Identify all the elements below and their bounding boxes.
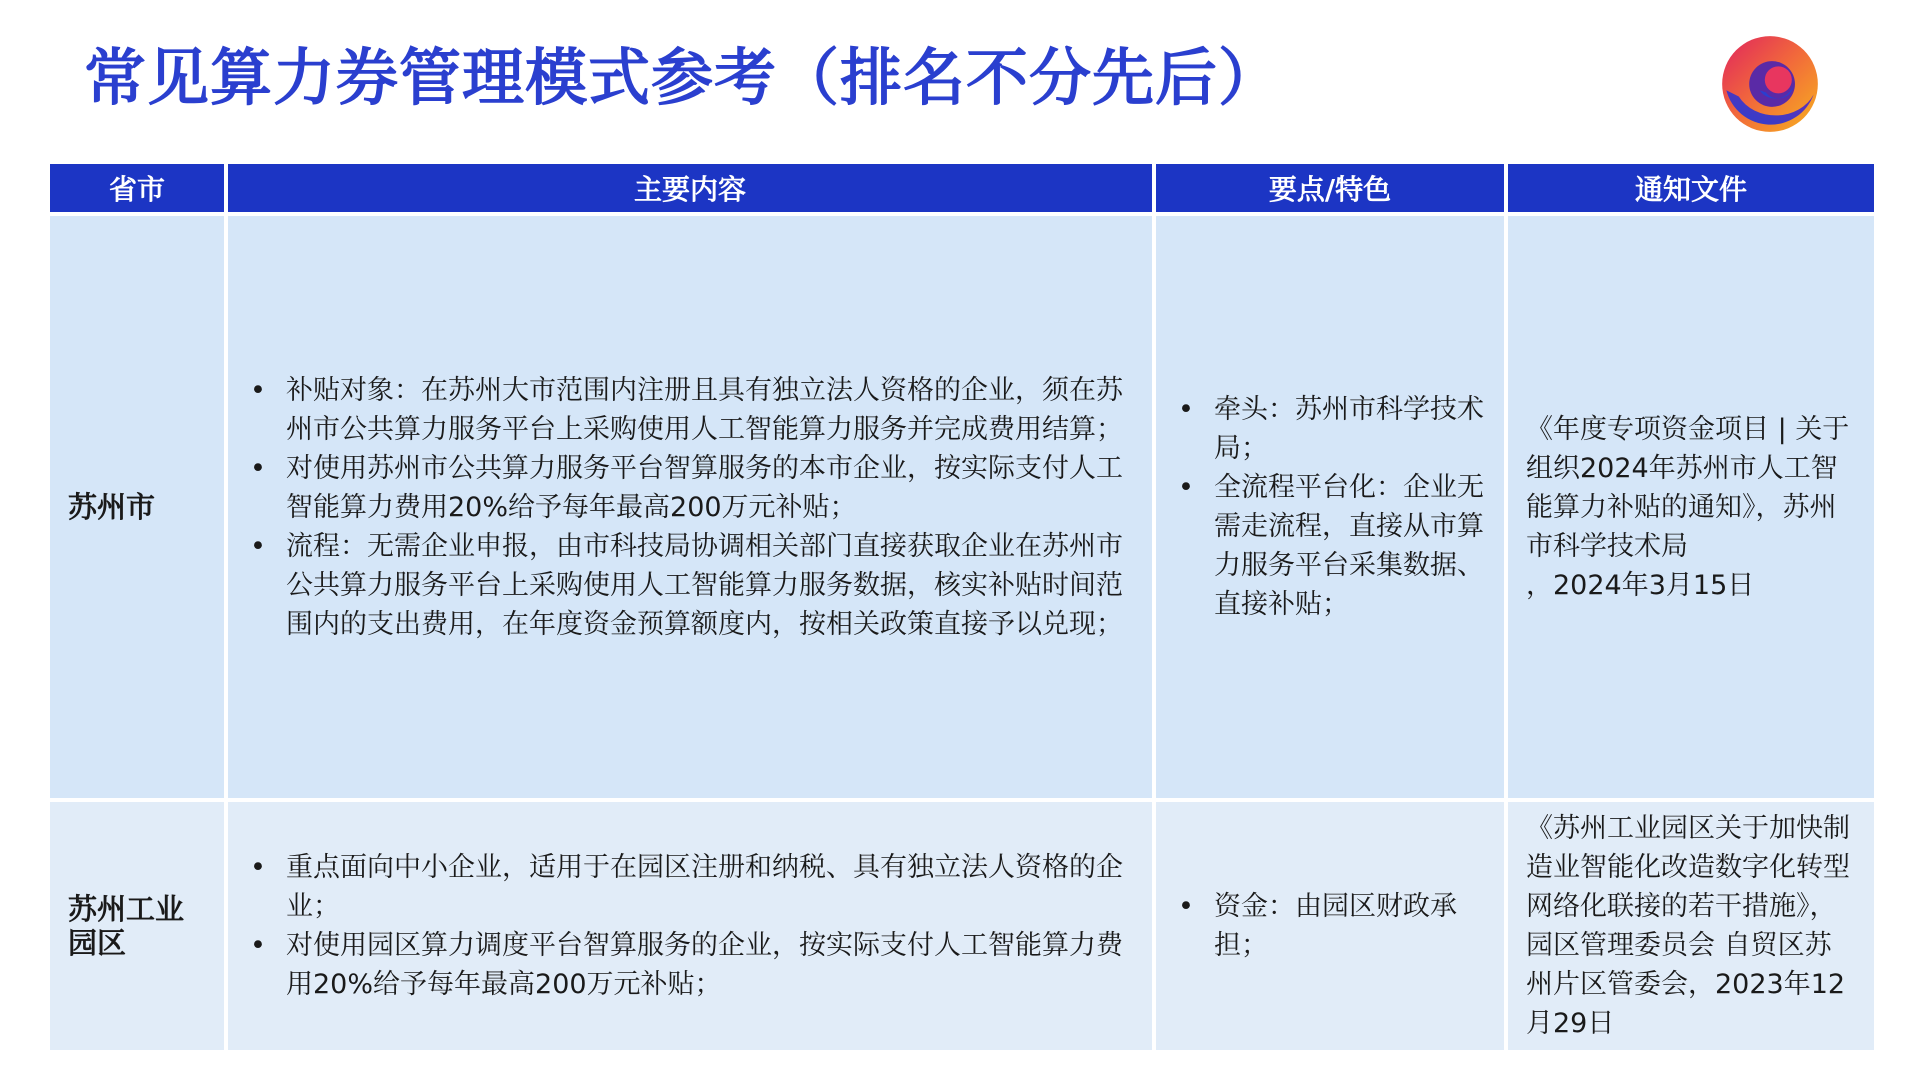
table-header-row [50,164,1874,212]
list-item: • 全流程平台化：企业无需走流程，直接从市算力服务平台采集数据、直接补贴； [1174,468,1486,624]
list-item: • 对使用苏州市公共算力服务平台智算服务的本市企业，按实际支付人工智能算力费用20%给予每年最高200万元补贴； [246,449,1134,527]
notice-text: 《年度专项资金项目 | 关于组织2024年苏州市人工智能算力补贴的通知》，苏州市科学技术局 ，2024年3月15日 [1526,413,1850,601]
list-item: • 对使用园区算力调度平台智算服务的企业，按实际支付人工智能算力费用20%给予每年最高200万元补贴； [246,926,1134,1004]
province-name: 苏州市 [68,490,156,524]
bullet-icon: • [250,530,266,562]
list-item: • 资金：由园区财政承担； [1174,887,1486,965]
bullet-icon: • [250,452,266,484]
header-notice: 通知文件 [1508,164,1874,212]
company-logo-icon [1718,32,1822,136]
content-list [246,848,1134,1004]
highlights-cell [1156,802,1504,1050]
bullet-icon: • [1178,891,1194,922]
notice-cell [1508,802,1874,1050]
table-row [50,216,1874,798]
province-cell [50,802,224,1050]
notice-text: 《苏州工业园区关于加快制造业智能化改造数字化转型网络化联接的若干措施》，园区管理委员会 自贸区苏州片区管委会，2023年12月29日 [1526,813,1850,1039]
bullet-icon: • [250,930,266,961]
header-content: 主要内容 [228,164,1152,212]
page-title: 常见算力券管理模式参考（排名不分先后） [84,41,1282,114]
header-highlights: 要点/特色 [1156,164,1504,212]
province-name: 苏州工业园区 [68,892,185,960]
highlights-list [1174,390,1486,624]
highlights-cell [1156,216,1504,798]
bullet-icon: • [1178,394,1194,425]
content-list [246,371,1134,644]
content-cell [228,216,1152,798]
notice-cell [1508,216,1874,798]
province-cell [50,216,224,798]
list-item: • 补贴对象：在苏州大市范围内注册且具有独立法人资格的企业，须在苏州市公共算力服务平台上采购使用人工智能算力服务并完成费用结算； [246,371,1134,449]
bullet-icon: • [1178,472,1194,503]
content-cell [228,802,1152,1050]
policy-table-container [50,160,1866,1054]
bullet-icon: • [250,374,266,406]
table-row [50,802,1874,1050]
policy-table [46,160,1878,1054]
header-province: 省市 [50,164,224,212]
list-item: • 重点面向中小企业，适用于在园区注册和纳税、具有独立法人资格的企业； [246,848,1134,926]
bullet-icon: • [250,852,266,883]
list-item: • 牵头：苏州市科学技术局； [1174,390,1486,468]
highlights-list [1174,887,1486,965]
list-item: • 流程：无需企业申报，由市科技局协调相关部门直接获取企业在苏州市公共算力服务平台上采购使用人工智能算力服务数据，核实补贴时间范围内的支出费用，在年度资金预算额度内，按相关政策直接予以兑现； [246,527,1134,644]
